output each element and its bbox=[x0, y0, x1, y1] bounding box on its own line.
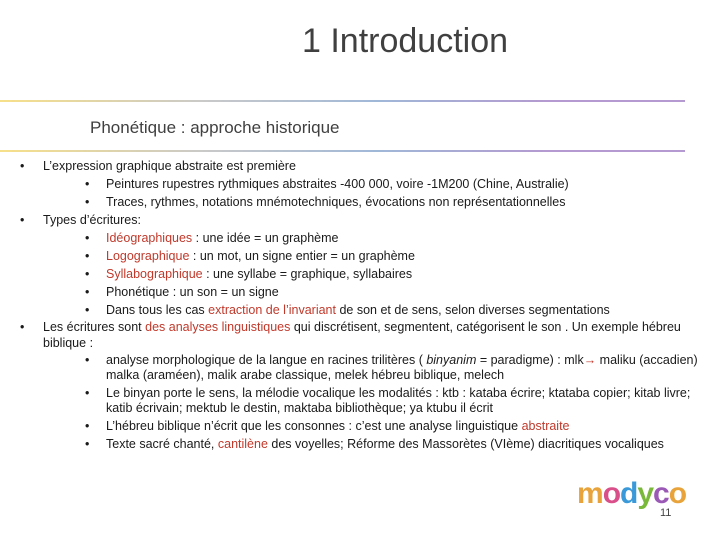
divider-bottom bbox=[0, 150, 685, 152]
term-highlight: Idéographiques bbox=[106, 231, 193, 245]
sub-bullet bbox=[20, 175, 710, 193]
sub-bullet bbox=[20, 386, 710, 416]
sub-bullet bbox=[20, 247, 710, 265]
sub-bullet bbox=[20, 419, 710, 434]
bullet-types bbox=[20, 211, 710, 229]
sub-bullet bbox=[20, 437, 710, 452]
bullet-text: analyse morphologique de la langue en racines trilitères ( bbox=[106, 353, 427, 367]
bullet-text: Phonétique : un son = un signe bbox=[106, 285, 279, 299]
bullet-text: Le binyan porte le sens, la mélodie vocalique les modalités : ktb : kataba écrire; ktataba copier; kitab livre; katib écrivain; mektub le destin, maktaba bibliothèque; ya ktubu il écrit bbox=[106, 386, 691, 415]
divider-top bbox=[0, 100, 685, 102]
sub-bullet bbox=[20, 301, 710, 319]
sub-bullet bbox=[20, 353, 710, 383]
term-highlight: Syllabographique bbox=[106, 267, 203, 281]
bullet-text: des voyelles; Réforme des Massorètes (VIème) diacritiques vocaliques bbox=[267, 437, 664, 451]
bullet-text: de son et de sens, selon diverses segmentations bbox=[336, 303, 610, 317]
bullet-expression bbox=[20, 157, 710, 175]
bullet-text: : une syllabe = graphique, syllabaires bbox=[202, 267, 413, 281]
italic-term: binyanim bbox=[426, 353, 477, 367]
sub-bullet bbox=[20, 193, 710, 211]
bullet-text: maliku (accadien) malka (araméen), malik arabe classique, melek hébreu biblique, melech bbox=[106, 353, 698, 382]
modyco-logo bbox=[577, 477, 697, 509]
slide-body bbox=[20, 157, 710, 455]
bullet-text: Peintures rupestres rythmiques abstraites -400 000, voire -1M200 (Chine, Australie) bbox=[106, 177, 569, 191]
term-highlight: cantilène bbox=[217, 437, 268, 451]
term-highlight: abstraite bbox=[521, 419, 570, 433]
bullet-text: L’expression graphique abstraite est première bbox=[43, 159, 296, 173]
bullet-text: Les écritures sont bbox=[43, 320, 146, 334]
bullet-text: qui discrétisent, segmentent, catégorisent le son . Un exemple hébreu biblique : bbox=[43, 320, 681, 350]
sub-bullet bbox=[20, 283, 710, 301]
bullet-text: Texte sacré chanté, bbox=[106, 437, 218, 451]
bullet-text: Types d’écritures: bbox=[43, 213, 141, 227]
slide-subtitle: Phonétique : approche historique bbox=[90, 118, 340, 137]
bullet-text: Dans tous les cas bbox=[106, 303, 209, 317]
svg-text:modyco: modyco bbox=[577, 477, 687, 509]
arrow-icon: → bbox=[583, 353, 597, 367]
slide-title: 1 Introduction bbox=[301, 22, 509, 60]
bullet-text: : une idée = un graphème bbox=[192, 231, 339, 245]
term-highlight: extraction de l’invariant bbox=[208, 303, 336, 317]
bullet-text: L’hébreu biblique n’écrit que les consonnes : c’est une analyse linguistique bbox=[106, 419, 522, 433]
bullet-text: Traces, rythmes, notations mnémotechniques, évocations non représentationnelles bbox=[106, 195, 566, 209]
sub-bullet bbox=[20, 229, 710, 247]
term-highlight: des analyses linguistiques bbox=[145, 320, 291, 334]
term-highlight: Logographique bbox=[106, 249, 190, 263]
sub-bullet bbox=[20, 265, 710, 283]
bullet-text: : un mot, un signe entier = un graphème bbox=[189, 249, 415, 263]
bullet-text: = paradigme) : mlk bbox=[476, 353, 584, 367]
page-number: 11 bbox=[660, 507, 672, 519]
bullet-ecritures bbox=[20, 319, 710, 351]
